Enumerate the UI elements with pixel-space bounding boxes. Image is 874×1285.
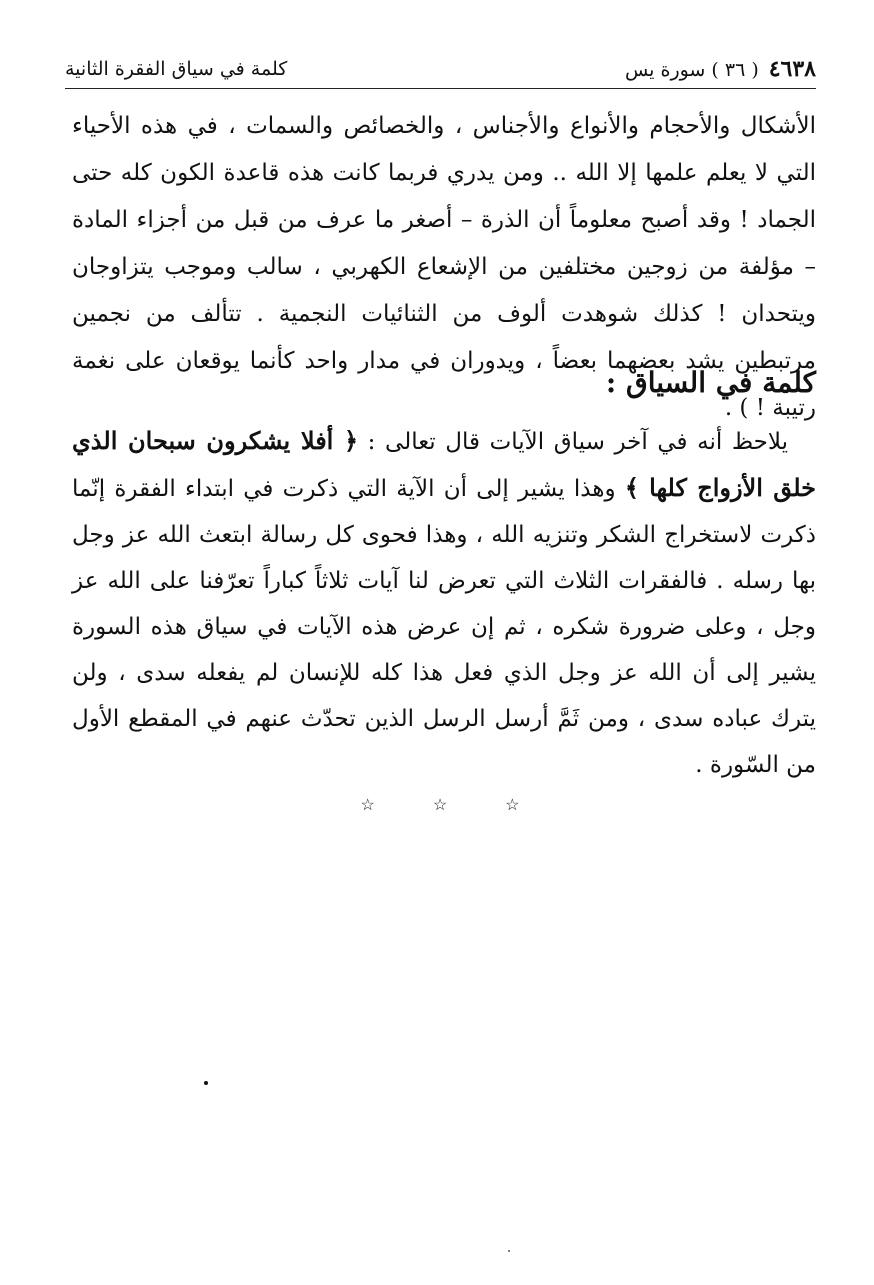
star-icon: ☆: [432, 795, 448, 814]
body-paragraph: الأشكال والأحجام والأنواع والأجناس ، والخصائص والسمات ، في هذه الأحياء التي لا يعلم علمها إلا الله .. ومن يدري فربما كانت هذه قاعدة الكون كله حتى الجماد ! وقد أصبح معلوماً أن الذرة – أصغر ما عرف من قبل من أجزاء المادة – مؤلفة من زوجين مختلفين من الإشعاع الكهربي ، سالب وموجب يتزاوجان ويتحدان ! كذلك شوهدت ألوف من الثنائيات النجمية . تتألف من نجمين مرتبطين يشد بعضهما بعضاً ، ويدوران في مدار واحد كأنما يوقعان على نغمة رتيبة ! ) .: [72, 113, 816, 421]
separator-stars: [0, 795, 874, 814]
section-running-title: كلمة في سياق الفقرة الثانية: [65, 58, 288, 80]
star-icon: ☆: [505, 795, 520, 814]
print-speck: [204, 1081, 208, 1085]
page-number: ٤٦٣٨: [768, 56, 816, 82]
section-title: كلمة في السياق :: [605, 366, 816, 399]
page-header: [65, 50, 816, 89]
section-text: [72, 418, 816, 788]
surah-label: ( ٣٦ ) سورة يس: [624, 59, 759, 81]
section-body: وهذا يشير إلى أن الآية التي ذكرت في ابتداء الفقرة إنّما ذكرت لاستخراج الشكر وتنزيه الله ، وهذا فحوى كل رسالة ابتعث الله عز وجل بها رسله . فالفقرات الثلاث التي تعرض لنا آيات ثلاثاً كباراً تعرّفنا على الله عز وجل ، وعلى ضرورة شكره ، ثم إن عرض هذه الآيات في سياق هذه السورة يشير إلى أن الله عز وجل الذي فعل هذا كله للإنسان لم يفعله سدى ، ولن يترك عباده سدى ، ومن ثَمَّ أرسل الرسل الذين تحدّث عنهم في المقطع الأول من السّورة .: [72, 476, 816, 778]
section-intro: يلاحظ أنه في آخر سياق الآيات قال تعالى :: [367, 429, 789, 455]
print-speck: [508, 1250, 510, 1252]
header-right: [625, 56, 816, 82]
star-icon: ☆: [360, 795, 375, 814]
quran-quote: ﴿ أفلا يشكرون سبحان الذي خلق الأزواج كلها ﴾: [72, 426, 816, 502]
section-paragraph: [72, 418, 816, 788]
